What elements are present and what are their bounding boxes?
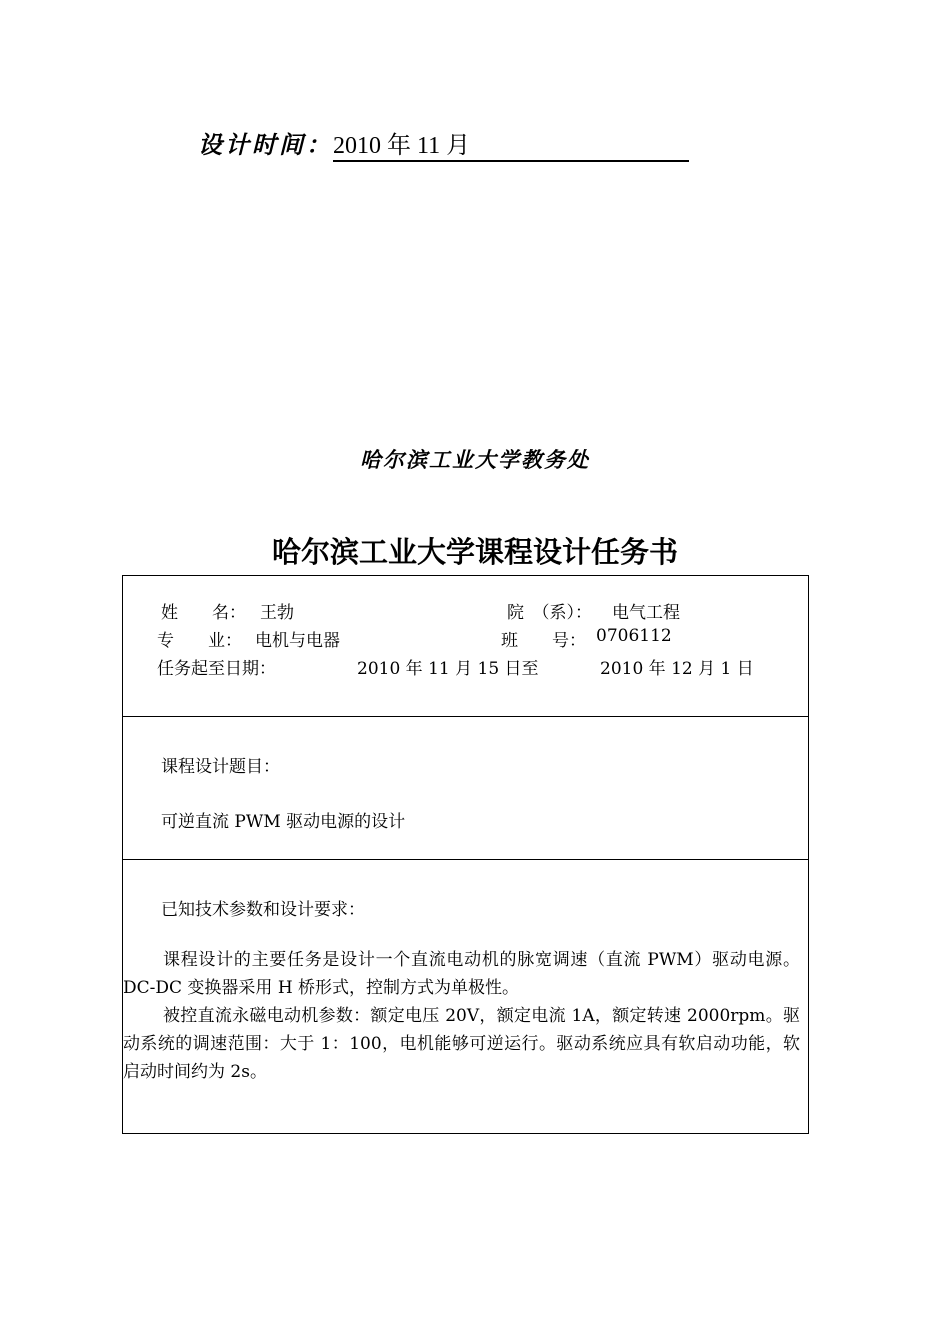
requirements-paragraph-2: 被控直流永磁电动机参数：额定电压 20V，额定电流 1A，额定转速 2000rpm。驱动系统的调速范围：大于 1：100，电机能够可逆运行。驱动系统应具有软启动功能，软启动时间约为 2s。 (123, 1006, 800, 1082)
class-value: 0706112 (596, 626, 672, 646)
name-label: 姓 名： (161, 603, 246, 623)
date-start: 2010 年 11 月 15 日至 (357, 659, 539, 679)
dept-value: 电气工程 (612, 603, 680, 623)
major-value: 电机与电器 (255, 631, 340, 651)
student-info-section (123, 576, 808, 717)
date-label: 任务起至日期： (157, 659, 276, 679)
topic-section (123, 717, 808, 860)
class-label: 班 号： (501, 631, 586, 651)
topic-value: 可逆直流 PWM 驱动电源的设计 (161, 812, 406, 832)
requirements-section (123, 860, 808, 1134)
design-time-label: 设计时间： (198, 131, 333, 159)
topic-label: 课程设计题目： (161, 757, 280, 777)
date-end: 2010 年 12 月 1 日 (600, 659, 754, 679)
major-label: 专 业： (157, 631, 242, 651)
task-book-table (122, 575, 809, 1134)
page-title: 哈尔滨工业大学课程设计任务书 (271, 535, 678, 569)
design-time-line (198, 128, 689, 162)
dept-label: 院 （系）： (507, 603, 592, 623)
academic-affairs-office: 哈尔滨工业大学教务处 (360, 448, 590, 472)
design-time-value: 2010 年 11 月 (333, 132, 689, 162)
requirements-label: 已知技术参数和设计要求： (161, 900, 365, 920)
requirements-paragraph-1: 课程设计的主要任务是设计一个直流电动机的脉宽调速（直流 PWM）驱动电源。DC-DC 变换器采用 H 桥形式，控制方式为单极性。 (123, 950, 800, 998)
name-value: 王勃 (260, 603, 294, 623)
